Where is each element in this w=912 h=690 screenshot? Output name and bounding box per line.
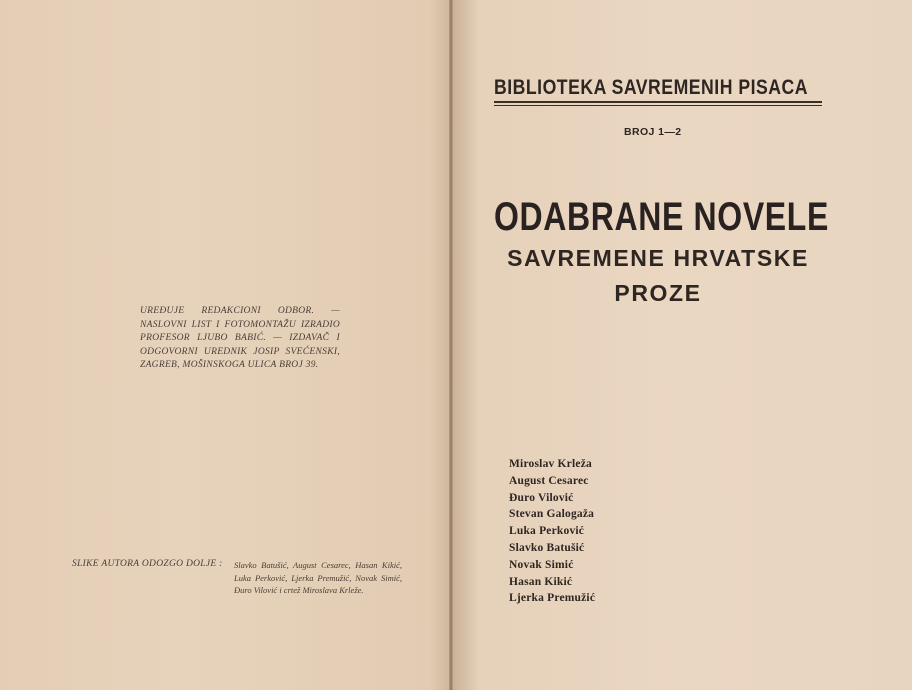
book-spine [449,0,453,690]
book-title: ODABRANE NOVELE [494,195,829,239]
author-photos-names: Slavko Batušić, August Cesarec, Hasan Kikić, Luka Perković, Ljerka Premužić, Novak Simić, Đuro Vilović i crtež Miroslava Krleže. [234,560,402,595]
book-subtitle-line2: PROZE [614,280,702,306]
author-photos-label: SLIKE AUTORA ODOZGO DOLJE : [72,559,223,569]
book-subtitle-line1: SAVREMENE HRVATSKE [507,245,809,271]
series-title: BIBLIOTEKA SAVREMENIH PISACA [494,76,809,99]
author-name: Hasan Kikić [509,575,573,588]
author-name: Stevan Galogaža [509,508,595,521]
author-name: August Cesarec [509,474,589,487]
author-name: Ljerka Premužić [509,592,596,605]
author-name: Luka Perković [509,525,585,538]
title-rule-thick [494,101,822,103]
author-name: Novak Simić [509,558,574,571]
author-name: Miroslav Krleža [509,458,592,470]
author-name: Slavko Batušić [509,541,585,554]
author-list [509,456,595,607]
author-name: Đuro Vilović [509,491,574,504]
issue-number: BROJ 1—2 [624,126,682,138]
editorial-credits: UREĐUJE REDAKCIONI ODBOR. — NASLOVNI LIST I FOTOMONTAŽU IZRADIO PROFESOR LJUBO BABIĆ. — IZDAVAČ I ODGOVORNI UREDNIK JOSIP SVEĆENSKI, ZAGREB, MOŠINSKOGA ULICA BROJ 39. [140,306,340,370]
title-rule-thin [494,105,822,106]
